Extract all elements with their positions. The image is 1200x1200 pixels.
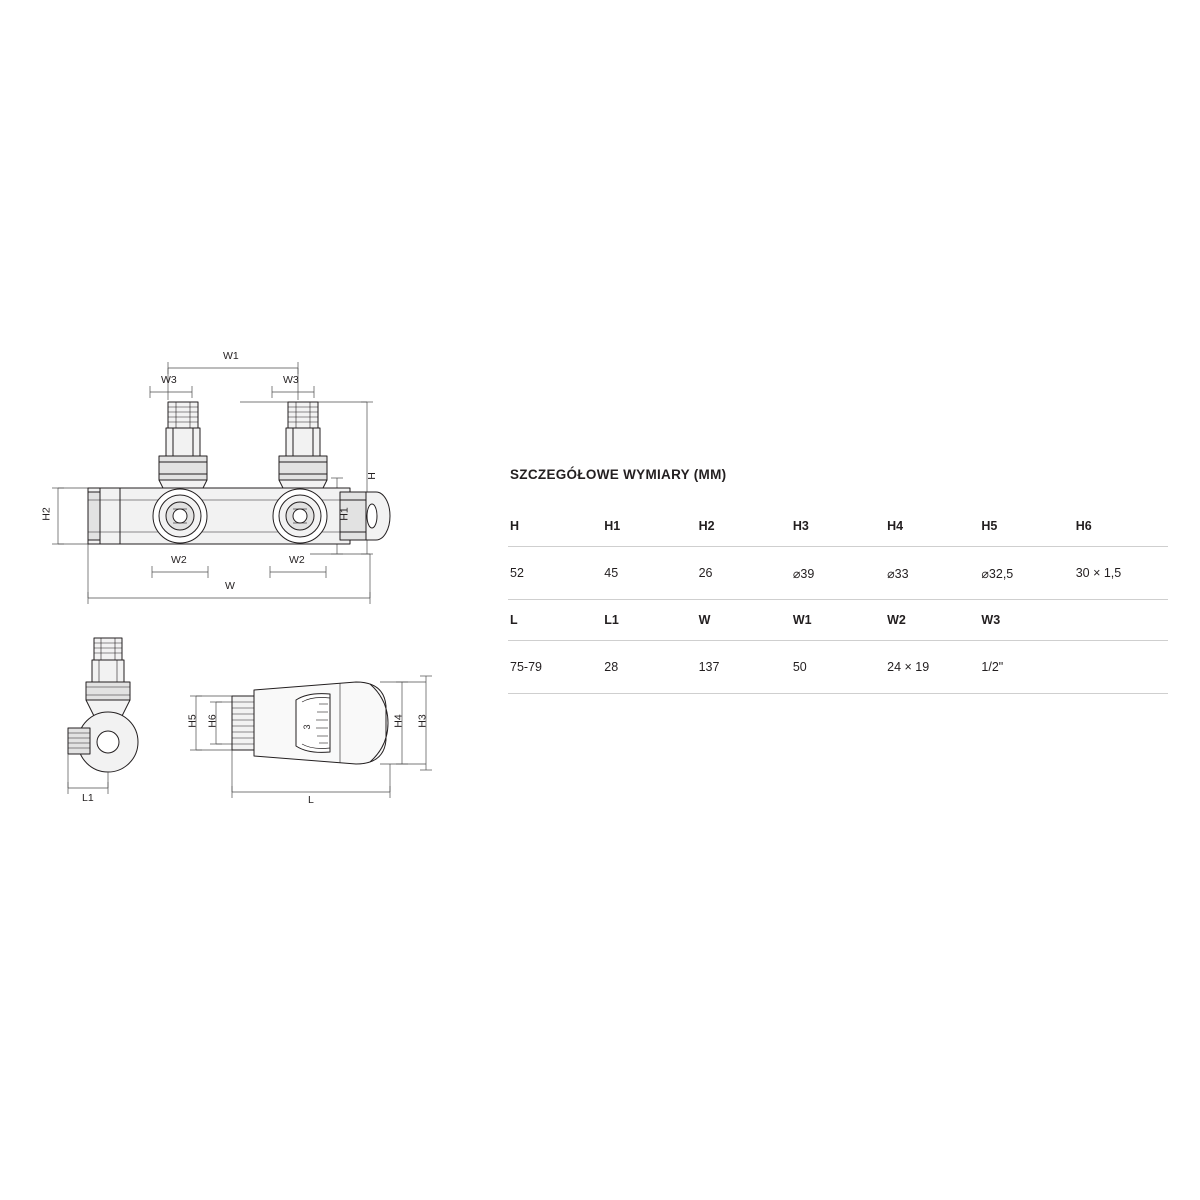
valve-top-view-svg [40,340,480,620]
table-row [508,641,1168,694]
dim-label-h6: H6 [206,714,219,728]
dim-label-w2-left: W2 [171,554,187,566]
col-header-h1: H1 [602,506,696,547]
cell-blank [1074,641,1168,694]
cell-h: 52 [508,547,602,600]
col-header-w1: W1 [791,600,885,641]
cell-h5: ⌀32,5 [979,547,1073,600]
table-header-row-1 [508,506,1168,547]
thermostatic-head-view [180,660,450,820]
col-header-l1: L1 [602,600,696,641]
dial-number: 3 [302,724,312,730]
cell-w: 137 [697,641,791,694]
cell-l: 75-79 [508,641,602,694]
col-header-h4: H4 [885,506,979,547]
cell-l1: 28 [602,641,696,694]
dimensions-table-2 [508,600,1168,694]
col-header-h: H [508,506,602,547]
cell-w1: 50 [791,641,885,694]
page-title: SZCZEGÓŁOWE WYMIARY (MM) [510,467,727,482]
dim-label-h3: H3 [416,714,429,728]
valve-top-view [40,340,480,620]
cell-h2: 26 [697,547,791,600]
cell-h4: ⌀33 [885,547,979,600]
col-header-w3: W3 [979,600,1073,641]
dim-label-w3-right: W3 [283,374,299,386]
dim-label-l: L [308,794,314,806]
dim-label-w: W [225,580,235,592]
cell-w3: 1/2" [979,641,1073,694]
table-row [508,547,1168,600]
col-header-l: L [508,600,602,641]
col-header-h2: H2 [697,506,791,547]
col-header-h5: H5 [979,506,1073,547]
col-header-w: W [697,600,791,641]
col-header-w2: W2 [885,600,979,641]
dimensions-table [508,506,1168,600]
dim-label-w2-right: W2 [289,554,305,566]
dim-label-h: H [365,472,378,480]
dim-label-h5: H5 [186,714,199,728]
dim-label-l1: L1 [82,792,94,804]
dim-label-h4: H4 [392,714,405,728]
dim-label-w3-left: W3 [161,374,177,386]
cell-h1: 45 [602,547,696,600]
dim-label-h1: H1 [338,507,351,521]
cell-h3: ⌀39 [791,547,885,600]
table-header-row-2 [508,600,1168,641]
cell-h6: 30 × 1,5 [1074,547,1168,600]
dim-label-h2: H2 [40,507,53,521]
dim-label-w1: W1 [223,350,239,362]
col-header-blank [1074,600,1168,641]
col-header-h6: H6 [1074,506,1168,547]
col-header-h3: H3 [791,506,885,547]
specifications-block [508,467,1168,694]
cell-w2: 24 × 19 [885,641,979,694]
thermostatic-head-svg [180,660,450,820]
